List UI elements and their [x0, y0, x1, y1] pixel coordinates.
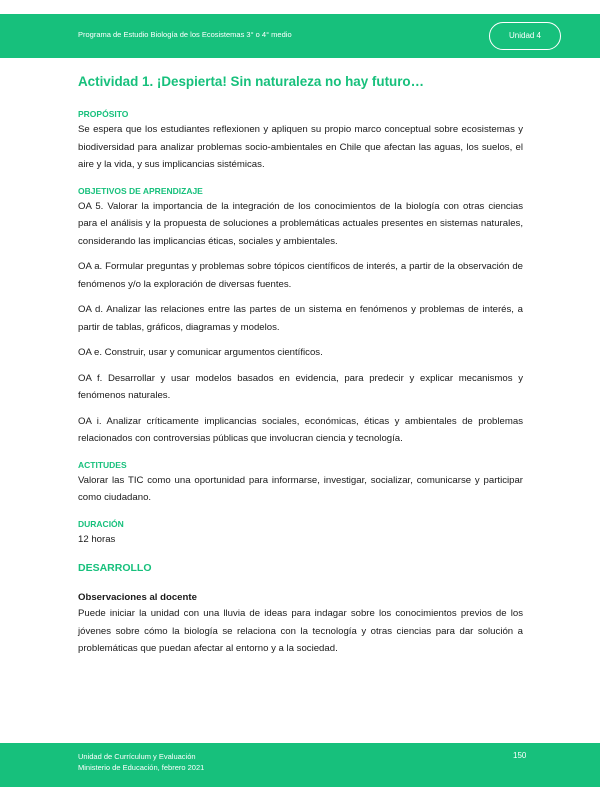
page-content: [78, 74, 523, 658]
duracion-label: DURACIÓN: [78, 518, 124, 529]
objetivos-label: OBJETIVOS DE APRENDIZAJE: [78, 185, 203, 196]
actitudes-section: [78, 460, 523, 507]
page-footer: [0, 743, 600, 787]
duracion-text: 12 horas: [78, 533, 116, 545]
objetivo-item: OA i. Analizar críticamente implicancias sociales, económicas, éticas y ambientales de problemas relacionados con controversias públicas que involucran ciencia y tecnología.: [78, 415, 523, 444]
objetivo-item: OA f. Desarrollar y usar modelos basados en evidencia, para predecir y explicar mecanismos y fenómenos naturales.: [78, 372, 523, 401]
unit-badge: Unidad 4: [489, 22, 561, 50]
objetivo-item: OA a. Formular preguntas y problemas sobre tópicos científicos de interés, a partir de la observación de fenómenos y/o la exploración de diversas fuentes.: [78, 261, 523, 290]
footer-unit: Unidad de Currículum y Evaluación: [78, 752, 196, 761]
objetivo-item: OA d. Analizar las relaciones entre las partes de un sistema en fenómenos y problemas de interés, a partir de tablas, gráficos, diagramas y modelos.: [78, 304, 523, 333]
actitudes-text: Valorar las TIC como una oportunidad para informarse, investigar, socializar, comunicarse y participar como ciudadano.: [78, 474, 523, 503]
objetivos-section: [78, 186, 523, 448]
proposito-text: Se espera que los estudiantes reflexionen y apliquen su propio marco conceptual sobre ecosistemas y biodiversidad para analizar problemas socio-ambientales en Chile que afectan las aguas, los suelos, el aire y la vida, y sus implicancias sistémicas.: [78, 124, 523, 170]
proposito-section: [78, 109, 523, 174]
observaciones-label: Observaciones al docente: [78, 592, 197, 603]
observaciones-text: Puede iniciar la unidad con una lluvia de ideas para indagar sobre los conocimientos previos de los jóvenes sobre cómo la biología se relaciona con la tecnología y otras ciencias para dar solución a problemáticas que puedan afectar al entorno y a la sociedad.: [78, 608, 523, 654]
objetivo-item: OA 5. Valorar la importancia de la integración de los conocimientos de la biología con otras ciencias para el análisis y la propuesta de soluciones a problemáticas actuales presentes en sistemas naturales, considerando las implicancias éticas, sociales y ambientales.: [78, 200, 523, 247]
duracion-section: [78, 519, 523, 549]
desarrollo-label: DESARROLLO: [78, 562, 152, 574]
footer-ministry: Ministerio de Educación, febrero 2021: [78, 763, 205, 772]
actitudes-label: ACTITUDES: [78, 459, 127, 470]
objetivo-item: OA e. Construir, usar y comunicar argumentos científicos.: [78, 347, 323, 358]
proposito-label: PROPÓSITO: [78, 109, 129, 119]
activity-title: Actividad 1. ¡Despierta! Sin naturaleza no hay futuro…: [78, 74, 424, 89]
desarrollo-section: [78, 562, 523, 658]
header-title: Programa de Estudio Biología de los Ecosistemas 3° o 4° medio: [78, 30, 292, 39]
page-header: [0, 14, 600, 58]
page-number: 150: [513, 751, 527, 760]
